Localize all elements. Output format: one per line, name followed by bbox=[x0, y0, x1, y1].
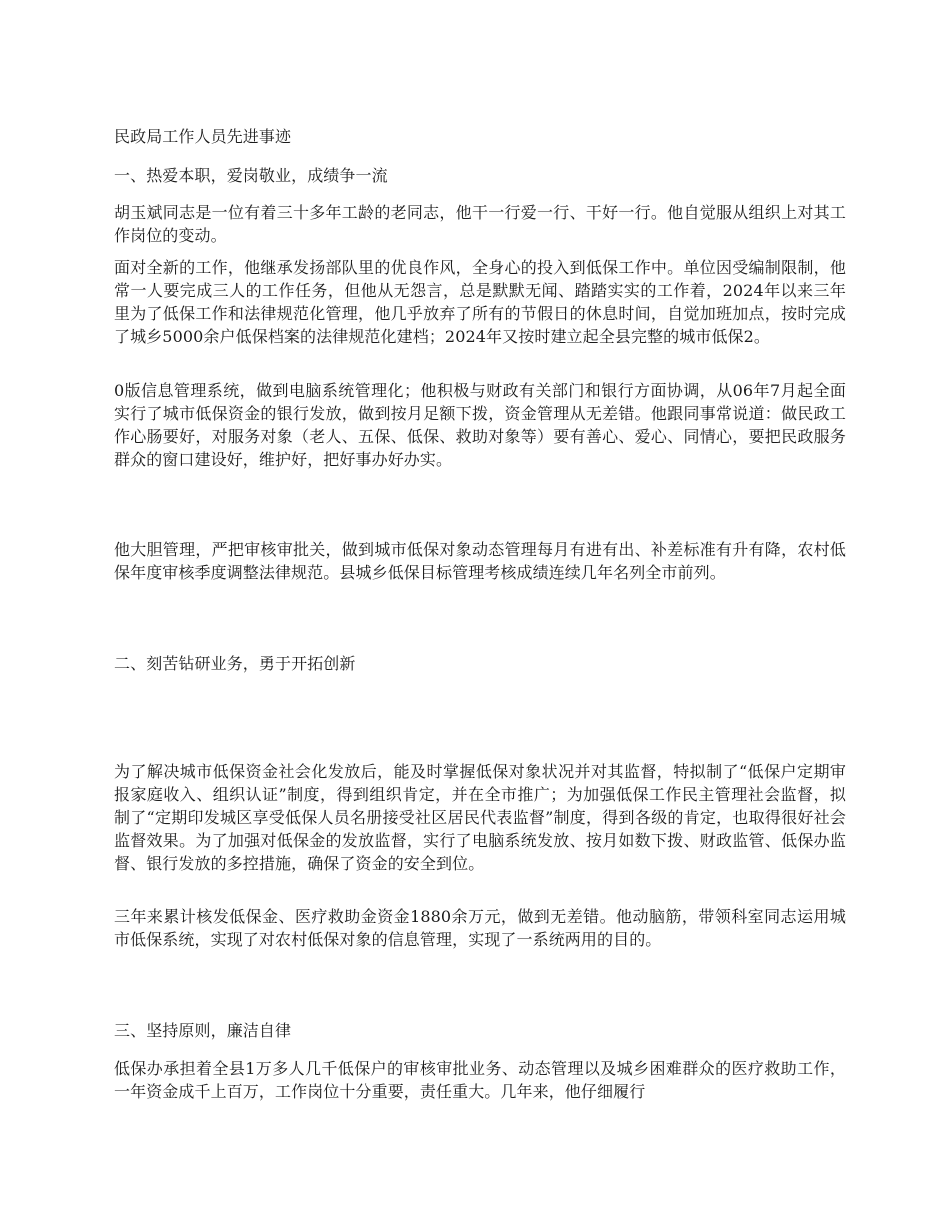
document-title: 民政局工作人员先进事迹 bbox=[114, 127, 292, 146]
section-heading-2: 二、刻苦钻研业务，勇于开拓创新 bbox=[114, 654, 356, 673]
paragraph-6: 三年来累计核发低保金、医疗救助金资金1880余万元，做到无差错。他动脑筋，带领科室同志运用城市低保系统，实现了对农村低保对象的信息管理，实现了一系统两用的目的。 bbox=[114, 907, 846, 949]
paragraph-3: 0版信息管理系统，做到电脑系统管理化；他积极与财政有关部门和银行方面协调，从06年7月起全面实行了城市低保资金的银行发放，做到按月足额下拨，资金管理从无差错。他跟同事常说道：做民政工作心肠要好，对服务对象（老人、五保、低保、救助对象等）要有善心、爱心、同情心，要把民政服务群众的窗口建设好，维护好，把好事办好办实。 bbox=[114, 381, 846, 469]
paragraph-5: 为了解决城市低保资金社会化发放后，能及时掌握低保对象状况并对其监督，特拟制了“低保户定期审报家庭收入、组织认证”制度，得到组织肯定，并在全市推广；为加强低保工作民主管理社会监督，拟制了“定期印发城区享受低保人员名册接受社区居民代表监督”制度，得到各级的肯定，也取得很好社会监督效果。为了加强对低保金的发放监督，实行了电脑系统发放、按月如数下拨、财政监管、低保办监督、银行发放的多控措施，确保了资金的安全到位。 bbox=[114, 762, 846, 873]
paragraph-4: 他大胆管理，严把审核审批关，做到城市低保对象动态管理每月有进有出、补差标准有升有降，农村低保年度审核季度调整法律规范。县城乡低保目标管理考核成绩连续几年名列全市前列。 bbox=[114, 540, 846, 582]
paragraph-7: 低保办承担着全县1万多人几千低保户的审核审批业务、动态管理以及城乡困难群众的医疗救助工作，一年资金成千上百万，工作岗位十分重要，责任重大。几年来，他仔细履行 bbox=[114, 1059, 846, 1101]
paragraph-2: 面对全新的工作，他继承发扬部队里的优良作风，全身心的投入到低保工作中。单位因受编制限制，他常一人要完成三人的工作任务，但他从无怨言，总是默默无闻、踏踏实实的工作着，2024年以来三年里为了低保工作和法律规范化管理，他几乎放弃了所有的节假日的休息时间，自觉加班加点，按时完成了城乡5000余户低保档案的法律规范化建档；2024年又按时建立起全县完整的城市低保2。 bbox=[114, 258, 846, 346]
paragraph-1: 胡玉斌同志是一位有着三十多年工龄的老同志，他干一行爱一行、干好一行。他自觉服从组织上对其工作岗位的变动。 bbox=[114, 203, 846, 245]
section-heading-1: 一、热爱本职，爱岗敬业，成绩争一流 bbox=[114, 166, 388, 185]
section-heading-3: 三、坚持原则，廉洁自律 bbox=[114, 1021, 292, 1040]
